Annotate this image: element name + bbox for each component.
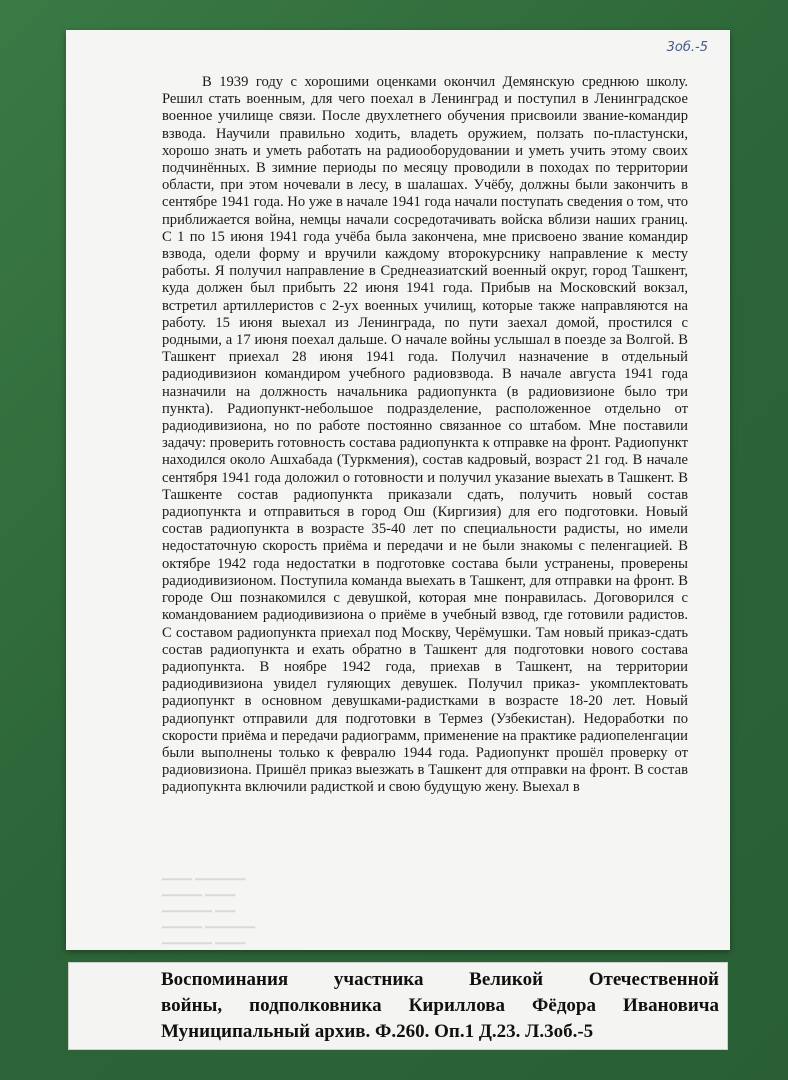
caption-line-1: Воспоминания участника Великой Отечественной (161, 969, 719, 990)
caption-line-2: войны, подполковника Кириллова Фёдора Ивановича (161, 995, 719, 1016)
document-page (66, 30, 730, 950)
show-through-text: ▁▁▁ ▁▁▁▁▁ ▁▁▁▁ ▁▁▁ ▁▁▁▁▁ ▁▁ ▁▁▁▁ ▁▁▁▁▁ ▁▁▁▁▁ ▁▁▁ (162, 865, 256, 944)
caption-line-3: Муниципальный архив. Ф.260. Оп.1 Д.23. Л.3об.-5 (161, 1021, 594, 1042)
page-number-annotation: 3об.-5 (666, 40, 708, 55)
memoir-text: В 1939 году с хорошими оценками окончил Демянскую среднюю школу. Решил стать военным, для чего поехал в Ленинград и поступил в Ленинградское военное училище связи. После двухлетнего обучения присвоили звание-командир взвода. Научили правильно ходить, владеть оружием, ползать по-пластунски, хорошо знать и уметь работать на радиооборудовании и уметь учить этому своих подчинённых. В зимние периоды по месяцу проводили в походах по территории области, при этом ночевали в лесу, в шалашах. Учёбу, должны были закончить в сентябре 1941 года. Но уже в начале 1941 года начали поступать сведения о том, что приближается война, немцы начали сосредотачивать войска вблизи наших границ. С 1 по 15 июня 1941 года учёба была закончена, мне присвоено звание командир взвода, одели форму и вручили каждому второкурснику направление к месту работы. Я получил направление в Среднеазиатский военный округ, город Ташкент, куда должен был прибыть 22 июня 1941 года. Прибыв на Московский вокзал, встретил артиллеристов с 2-ух военных училищ, которые также направляются на работу. 15 июня выехал из Ленинграда, по пути заехал домой, простился с родными, а 17 июня поехал дальше. О начале войны услышал в поезде за Волгой. В Ташкент приехал 28 июня 1941 года. Получил назначение в отдельный радиодивизион командиром учебного радиовзвода. В начале августа 1941 года назначили на должность начальника радиопункта (в радиовизионе было три пункта). Радиопункт-небольшое подразделение, расположенное отдельно от радиодивизиона, но по работе постоянно связанное со штабом. Мне поставили задачу: проверить готовность состава радиопункта к отправке на фронт. Радиопункт находился около Ашхабада (Туркмения), состав кадровый, возраст 21 год. В начале сентября 1941 года доложил о готовности и получил указание выехать в Ташкент. В Ташкенте состав радиопункта приказали сдать, получить новый состав радиопункта и отправиться в город Ош (Киргизия) для его подготовки. Новый состав радиопункта в возрасте 35-40 лет по специальности радисты, но имели недостаточную скорость приёма и передачи и не были знакомы с пеленгацией. В октябре 1942 года недостатки в подготовке состава были устранены, проверены радиодивизионом. Поступила команда выехать в Ташкент, для отправки на фронт. В городе Ош познакомился с девушкой, которая мне понравилась. Договорился с командованием радиодивизиона о приёме в учебный взвод, где готовили радистов. С составом радиопункта приехал под Москву, Черёмушки. Там новый приказ-сдать состав радиопункта и ехать обратно в Ташкент для подготовки нового состава радиопункта. В ноябре 1942 года, приехав в Ташкент, на территории радиодивизиона увидел гуляющих девушек. Получил приказ- укомплектовать радиопункт в основном девушками-радистками в возрасте 18-20 лет. Новый радиопункт отправили для подготовки в Термез (Узбекистан). Недоработки по скорости приёма и передачи радиограмм, применение на практике радиопеленгации были выполнены только к февралю 1944 года. Радиопункт прошёл проверку от радиовизиона. Пришёл приказ выезжать в Ташкент для отправки на фронт. В состав радиопукнта включили радисткой и свою будущую жену. Выехал в (162, 74, 688, 796)
archive-caption (68, 962, 728, 1050)
